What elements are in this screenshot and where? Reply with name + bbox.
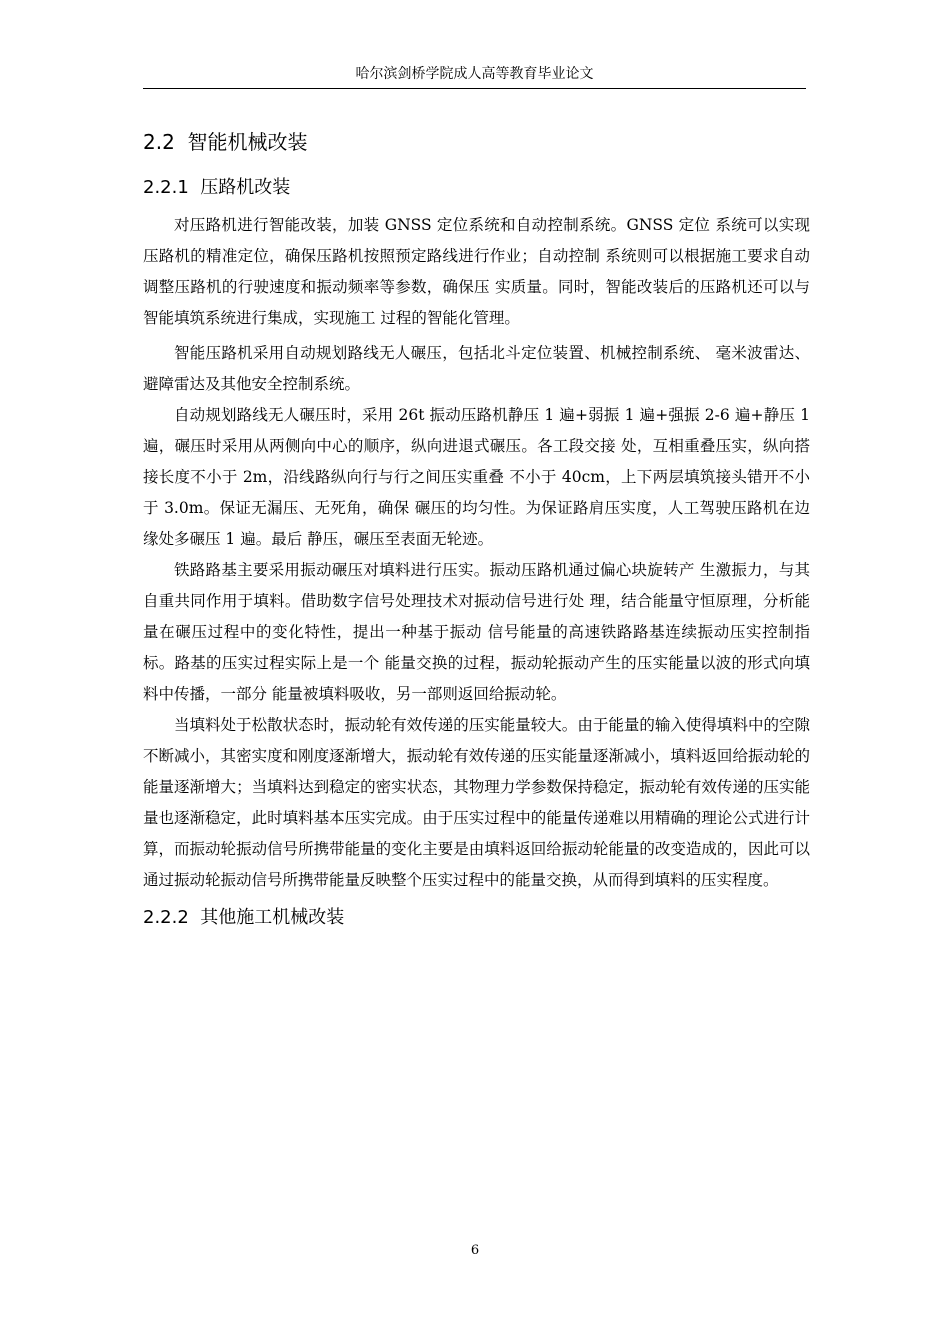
subsection-number: 2.2.1: [143, 177, 189, 198]
paragraph: 对压路机进行智能改装，加装 GNSS 定位系统和自动控制系统。GNSS 定位 系统可以实现压路机的精准定位，确保压路机按照预定路线进行作业；自动控制 系统则可以根据施工要求自动调整压路机的行驶速度和振动频率等参数，确保压 实质量。同时，智能改装后的压路机还可以与智能填筑系统进行集成，实现施工 过程的智能化管理。: [143, 216, 810, 327]
paragraph: 铁路路基主要采用振动碾压对填料进行压实。振动压路机通过偏心块旋转产 生激振力，与其自重共同作用于填料。借助数字信号处理技术对振动信号进行处 理，结合能量守恒原理，分析能量在碾压过程中的变化特性，提出一种基于振动 信号能量的高速铁路路基连续振动压实控制指标。路基的压实过程实际上是一个 能量交换的过程，振动轮振动产生的压实能量以波的形式向填料中传播，一部分 能量被填料吸收，另一部则返回给振动轮。: [143, 561, 810, 703]
subsection-title: 压路机改装: [200, 177, 291, 198]
subsection-heading: [143, 166, 810, 210]
header-title: 哈尔滨剑桥学院成人高等教育毕业论文: [355, 66, 594, 82]
paragraph: 当填料处于松散状态时，振动轮有效传递的压实能量较大。由于能量的输入使得填料中的空隙不断减小，其密实度和刚度逐渐增大，振动轮有效传递的压实能量逐渐减小，填料返回给振动轮的能量逐渐增大；当填料达到稳定的密实状态，其物理力学参数保持稳定，振动轮有效传递的压实能量也逐渐稳定，此时填料基本压实完成。由于压实过程中的能量传递难以用精确的理论公式进行计算，而振动轮振动信号所携带能量的变化主要是由填料返回给振动轮能量的改变造成的，因此可以通过振动轮振动信号所携带能量反映整个压实过程中的能量交换，从而得到填料的压实程度。: [143, 716, 810, 889]
subsection-number: 2.2.2: [143, 907, 189, 928]
paragraph: 智能压路机采用自动规划路线无人碾压，包括北斗定位装置、机械控制系统、 毫米波雷达、避障雷达及其他安全控制系统。: [143, 344, 810, 393]
section-heading: [143, 118, 810, 166]
subsection-title: 其他施工机械改装: [200, 907, 345, 928]
section-title: 智能机械改装: [187, 130, 308, 154]
subsection-heading: [143, 896, 810, 940]
section-number: 2.2: [143, 130, 175, 154]
page-content: [143, 118, 810, 940]
page-header: [143, 60, 806, 89]
page-number: 6: [470, 1243, 480, 1258]
paragraph: 自动规划路线无人碾压时，采用 26t 振动压路机静压 1 遍+弱振 1 遍+强振 2-6 遍+静压 1 遍，碾压时采用从两侧向中心的顺序，纵向进退式碾压。各工段交接 处，互相重叠压实，纵向搭接长度不小于 2m，沿线路纵向行与行之间压实重叠 不小于 40cm，上下两层填筑接头错开不小于 3.0m。保证无漏压、无死角，确保 碾压的均匀性。为保证路肩压实度，人工驾驶压路机在边缘处多碾压 1 遍。最后 静压，碾压至表面无轮迹。: [143, 406, 810, 548]
